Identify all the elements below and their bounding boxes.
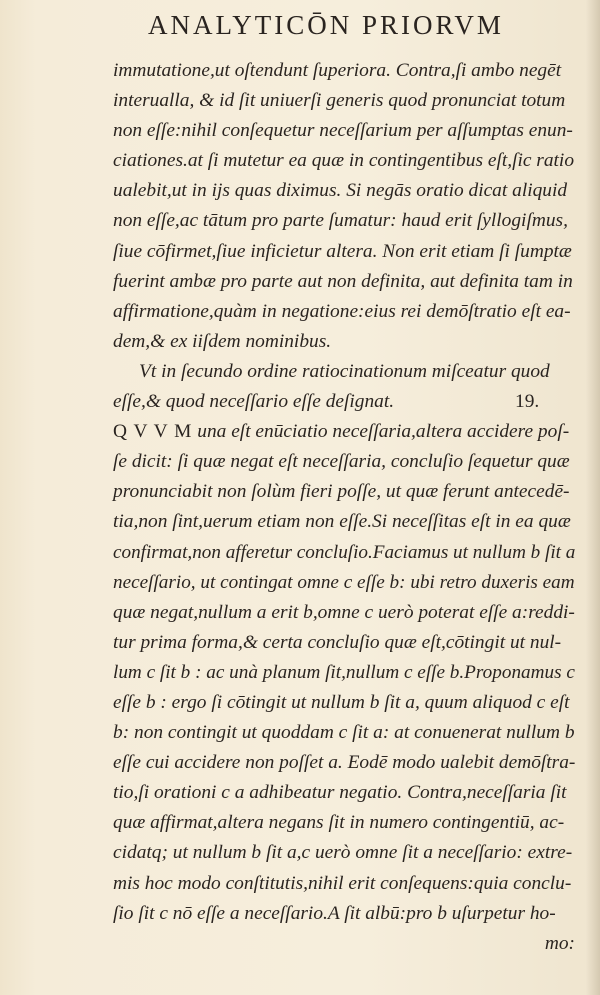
text-line: fuerint ambæ pro parte aut non definita, aut definita tam in bbox=[113, 270, 573, 292]
chapter-number: 19. bbox=[515, 391, 540, 413]
text-line: mis hoc modo conſtitutis,nihil erit conſequens:quia conclu- bbox=[113, 872, 572, 894]
chapter-title-line-1: Vt in ſecundo ordine ratiocinationum miſceatur quod bbox=[139, 360, 550, 382]
text-line: dem,& ex iiſdem nominibus. bbox=[113, 330, 332, 352]
text-line: non eſſe:nihil conſequetur neceſſarium per aſſumptas enun- bbox=[113, 120, 573, 142]
text-block bbox=[113, 56, 575, 959]
text-line: neceſſario, ut contingat omne c eſſe b: ubi retro duxeris eam bbox=[113, 571, 575, 593]
text-line: ſio ſit c nō eſſe a neceſſario.A ſit albū:pro b uſurpetur ho- bbox=[113, 902, 556, 924]
opening-capitals: Q V V M bbox=[113, 421, 193, 443]
text-line: cidatq; ut nullum b ſit a,c uerò omne ſit a neceſſario: extre- bbox=[113, 842, 573, 864]
text-line: eſſe cui accidere non poſſet a. Eodē modo ualebit demōſtra- bbox=[113, 752, 576, 774]
text-line: quæ affirmat,altera negans ſit in numero contingentiū, ac- bbox=[113, 812, 565, 834]
running-head: ANALYTICŌN PRIORVM bbox=[148, 10, 504, 40]
text-line: ſe dicit: ſi quæ negat eſt neceſſaria, concluſio ſequetur quæ bbox=[113, 451, 570, 473]
text-line: eſſe b : ergo ſi cōtingit ut nullum b ſit a, quum aliquod c eſt bbox=[113, 691, 570, 713]
text-line: confirmat,non afferetur concluſio.Faciamus ut nullum b ſit a bbox=[113, 541, 576, 563]
text-line: ſiue cōfirmet,ſiue inficietur altera. Non erit etiam ſi ſumptæ bbox=[113, 240, 572, 262]
text-line: pronunciabit non ſolùm fieri poſſe, ut quæ ferunt antecedē- bbox=[113, 481, 570, 503]
page-gutter-shadow bbox=[586, 0, 600, 995]
text-line: ciationes.at ſi mutetur ea quæ in contingentibus eſt,ſic ratio bbox=[113, 150, 575, 172]
text-line: tur prima forma,& certa concluſio quæ eſt,cōtingit ut nul- bbox=[113, 631, 562, 653]
chapter-title-line-2 bbox=[113, 387, 575, 417]
text-line: lum c ſit b : ac unà planum ſit,nullum c eſſe b.Proponamus c bbox=[113, 661, 575, 683]
text-line: tio,ſi orationi c a adhibeatur negatio. Contra,neceſſaria ſit bbox=[113, 782, 567, 804]
text-line: tia,non ſint,uerum etiam non eſſe.Si neceſſitas eſt in ea quæ bbox=[113, 511, 571, 533]
text-line: una eſt enūciatio neceſſaria,altera accidere poſ- bbox=[197, 421, 570, 443]
chapter-title-text: eſſe,& quod neceſſario eſſe deſignat. bbox=[113, 391, 395, 413]
text-line: ualebit,ut in ijs quas diximus. Si negās oratio dicat aliquid bbox=[113, 180, 568, 202]
text-line: immutatione,ut oſtendunt ſuperiora. Contra,ſi ambo negēt bbox=[113, 60, 562, 81]
text-line: non eſſe,ac tātum pro parte ſumatur: haud erit ſyllogiſmus, bbox=[113, 210, 568, 232]
catchword: mo: bbox=[544, 932, 575, 954]
text-line: quæ negat,nullum a erit b,omne c uerò poterat eſſe a:reddi- bbox=[113, 601, 575, 623]
text-line: b: non contingit ut quoddam c ſit a: at conuenerat nullum b bbox=[113, 722, 575, 744]
text-line: affirmatione,quàm in negatione:eius rei demōſtratio eſt ea- bbox=[113, 300, 571, 322]
paragraph-2-first-line bbox=[113, 417, 575, 447]
text-line: interualla, & id ſit uniuerſi generis quod pronunciat totum bbox=[113, 90, 566, 112]
